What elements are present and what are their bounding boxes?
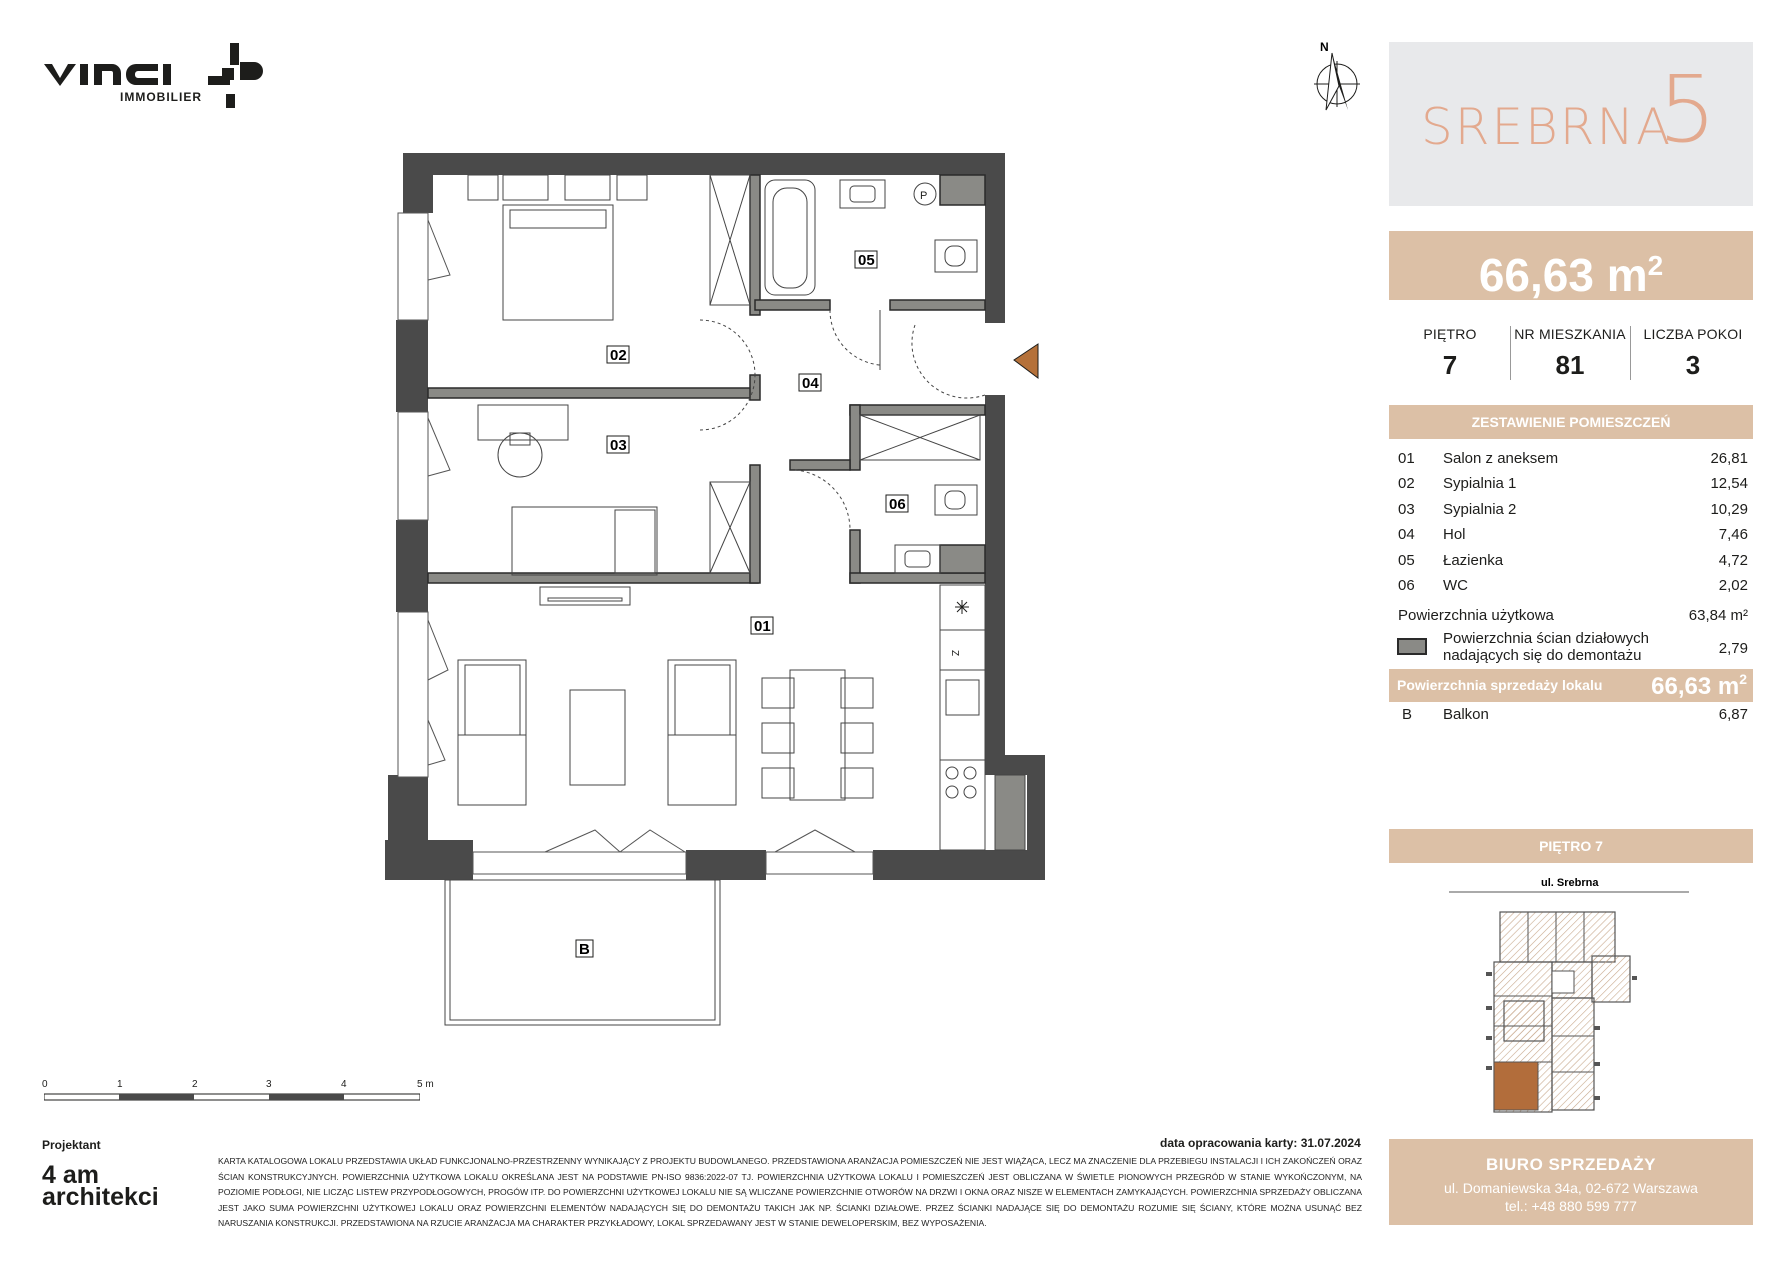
room-label-02: 02 bbox=[610, 347, 627, 364]
card-date: data opracowania karty: 31.07.2024 bbox=[1160, 1136, 1361, 1150]
north-compass-icon bbox=[1306, 40, 1368, 116]
room-row bbox=[1398, 501, 1748, 523]
apartment-floor-plan bbox=[380, 145, 1060, 1040]
room-name: WC bbox=[1443, 577, 1468, 594]
room-area: 26,81 bbox=[1710, 450, 1748, 467]
total-area-box bbox=[1389, 231, 1753, 300]
rooms-heading: ZESTAWIENIE POMIESZCZEŃ bbox=[1389, 405, 1753, 439]
floor-plan-heading: PIĘTRO 7 bbox=[1389, 829, 1753, 863]
designer-name: 4 am architekci bbox=[42, 1161, 159, 1211]
apartment-number-stat bbox=[1510, 326, 1630, 381]
building-floor-keyplan bbox=[1444, 876, 1704, 1121]
boiler-label: P bbox=[920, 190, 928, 202]
sale-area-value-wrap bbox=[1651, 671, 1747, 701]
extractor-icon bbox=[955, 600, 969, 614]
sales-office-phone: tel.: +48 880 599 777 bbox=[1505, 1198, 1637, 1214]
room-label-01: 01 bbox=[754, 618, 771, 635]
scale-tick-label: 5 m bbox=[417, 1079, 434, 1090]
street-label: ul. Srebrna bbox=[1541, 877, 1599, 889]
room-number: 04 bbox=[1398, 526, 1415, 543]
project-number: 5 bbox=[1658, 56, 1717, 163]
floor-value: 7 bbox=[1442, 350, 1458, 380]
project-name: SREBRNA bbox=[1421, 98, 1673, 156]
room-number: 03 bbox=[1398, 501, 1415, 518]
partition-walls-label bbox=[1443, 630, 1649, 664]
designer-label: Projektant bbox=[42, 1138, 101, 1152]
scale-tick-label: 1 bbox=[117, 1079, 123, 1090]
room-row bbox=[1398, 475, 1748, 497]
sale-area-unit-exp: 2 bbox=[1739, 671, 1747, 687]
compass-north-label: N bbox=[1320, 40, 1329, 54]
partition-walls-label-line1: Powierzchnia ścian działowych bbox=[1443, 630, 1649, 647]
partition-walls-row bbox=[1398, 630, 1748, 666]
balcony-number: B bbox=[1402, 706, 1413, 723]
room-name: Hol bbox=[1443, 526, 1466, 543]
usable-area-label: Powierzchnia użytkowa bbox=[1398, 607, 1554, 624]
room-label-03: 03 bbox=[610, 437, 627, 454]
total-area-value: 66,63 m bbox=[1478, 249, 1648, 301]
room-name: Sypialnia 2 bbox=[1443, 501, 1517, 518]
room-number: 05 bbox=[1398, 552, 1415, 569]
total-area-unit-exp: 2 bbox=[1647, 250, 1664, 281]
rooms-count-value: 3 bbox=[1685, 350, 1701, 380]
room-label-04: 04 bbox=[802, 375, 819, 392]
apartment-number-label: NR MIESZKANIA bbox=[1514, 326, 1626, 342]
sales-office-box bbox=[1389, 1139, 1753, 1225]
room-name: Sypialnia 1 bbox=[1443, 475, 1517, 492]
apartment-number-value: 81 bbox=[1555, 350, 1585, 380]
room-label-balcony: B bbox=[579, 941, 590, 958]
rooms-count-label: LICZBA POKOI bbox=[1643, 326, 1743, 342]
highlighted-apartment bbox=[1494, 1062, 1538, 1110]
sale-area-row bbox=[1389, 669, 1753, 702]
room-row bbox=[1398, 552, 1748, 574]
sale-area-value: 66,63 m bbox=[1651, 673, 1740, 700]
logo-subtitle: IMMOBILIER bbox=[120, 90, 202, 104]
floor-label: PIĘTRO bbox=[1423, 326, 1477, 342]
scale-tick-label: 2 bbox=[192, 1079, 198, 1090]
room-area: 12,54 bbox=[1710, 475, 1748, 492]
room-name: Salon z aneksem bbox=[1443, 450, 1559, 467]
balcony-area: 6,87 bbox=[1718, 706, 1748, 723]
room-row bbox=[1398, 450, 1748, 472]
usable-area-value: 63,84 m² bbox=[1688, 607, 1748, 624]
room-number: 01 bbox=[1398, 450, 1415, 467]
room-area: 10,29 bbox=[1710, 501, 1748, 518]
scale-tick-label: 3 bbox=[266, 1079, 272, 1090]
usable-area-row bbox=[1398, 607, 1748, 629]
entrance-marker-icon bbox=[1014, 344, 1038, 378]
room-row bbox=[1398, 526, 1748, 548]
floor-stat bbox=[1390, 326, 1510, 381]
room-number: 06 bbox=[1398, 577, 1415, 594]
project-brand-box bbox=[1389, 42, 1753, 206]
room-area: 7,46 bbox=[1718, 526, 1748, 543]
sales-office-title: BIURO SPRZEDAŻY bbox=[1486, 1155, 1656, 1174]
balcony-name: Balkon bbox=[1443, 706, 1489, 723]
balcony-row bbox=[1398, 706, 1748, 728]
room-area: 2,02 bbox=[1718, 577, 1748, 594]
scale-tick-label: 0 bbox=[42, 1079, 48, 1090]
room-number: 02 bbox=[1398, 475, 1415, 492]
room-label-06: 06 bbox=[889, 496, 906, 513]
scale-tick-label: 4 bbox=[341, 1079, 347, 1090]
room-name: Łazienka bbox=[1443, 552, 1504, 569]
partition-walls-label-line2: nadających się do demontażu bbox=[1443, 647, 1642, 664]
sale-area-label: Powierzchnia sprzedaży lokalu bbox=[1397, 677, 1603, 693]
room-row bbox=[1398, 577, 1748, 599]
room-label-05: 05 bbox=[858, 252, 875, 269]
scale-bar bbox=[44, 1093, 420, 1101]
rooms-count-stat bbox=[1631, 326, 1755, 381]
fridge-label: Z bbox=[949, 650, 960, 657]
sales-office-address: ul. Domaniewska 34a, 02-672 Warszawa bbox=[1444, 1180, 1698, 1196]
partition-walls-value: 2,79 bbox=[1718, 640, 1748, 657]
room-area: 4,72 bbox=[1718, 552, 1748, 569]
disclaimer-text: KARTA KATALOGOWA LOKALU PRZEDSTAWIA UKŁAD FUNKCJONALNO-PRZESTRZENNY WYNIKAJĄCY Z PROJEKTU BUDOWLANEGO. PRZEDSTAWIONA ARANŻACJA POMIESZCZEŃ NIE JEST WIĄŻĄCA, LECZ MA ZNACZENIE DLA PRZEBIEGU INSTALACJI I ICH ZAKOŃCZEŃ ORAZ ŚCIAN KONSTRUKCYJNYCH. POWIERZCHNIA UŻYTKOWA LOKALU OKREŚLANA JEST NA PODSTAWIE PN-ISO 9836:2022-07 TJ. POWIERZCHNIA UŻYTKOWA LOKALU I POMIESZCZEŃ JEST OBLICZANA W ŚWIETLE PIONOWYCH PRZEGRÓD W STANIE WYKOŃCZONYM, NA POZIOMIE PODŁOGI, NIE LICZĄC LISTEW PRZYPODŁOGOWYCH, PROGÓW ITP. DO POWIERZCHNI UŻYTKOWEJ LOKALU NIE SĄ WLICZANE POWIERZCHNIE OTWORÓW NA DRZWI I OKNA ORAZ NISZE W ELEMENTACH ZAMYKAJĄCYCH. POWIERZCHNIA SPRZEDAŻY OBLICZANA JEST JAKO SUMA POWIERZCHNI UŻYTKOWEJ LOKALU ORAZ POWIERZCHNI ELEMENTÓW NADAJĄCYCH SIĘ DO DEMONTAŻU TAKICH JAK NP. ŚCIANKI DZIAŁOWE. PRZEZ ŚCIANKI NADAJĄCE SIĘ DO DEMONTAŻU ROZUMIE SIĘ ŚCIANY, KTÓRE MOŻNA USUNĄĆ BEZ NARUSZANIA KONSTRUKCJI. PRZEDSTAWIONA NA RZUCIE ARANŻACJA MA CHARAKTER PRZYKŁADOWY, LOKAL SPRZEDAWANY JEST W STANIE DEWELOPERSKIM, BEZ WYPOSAŻENIA. bbox=[218, 1156, 1362, 1229]
